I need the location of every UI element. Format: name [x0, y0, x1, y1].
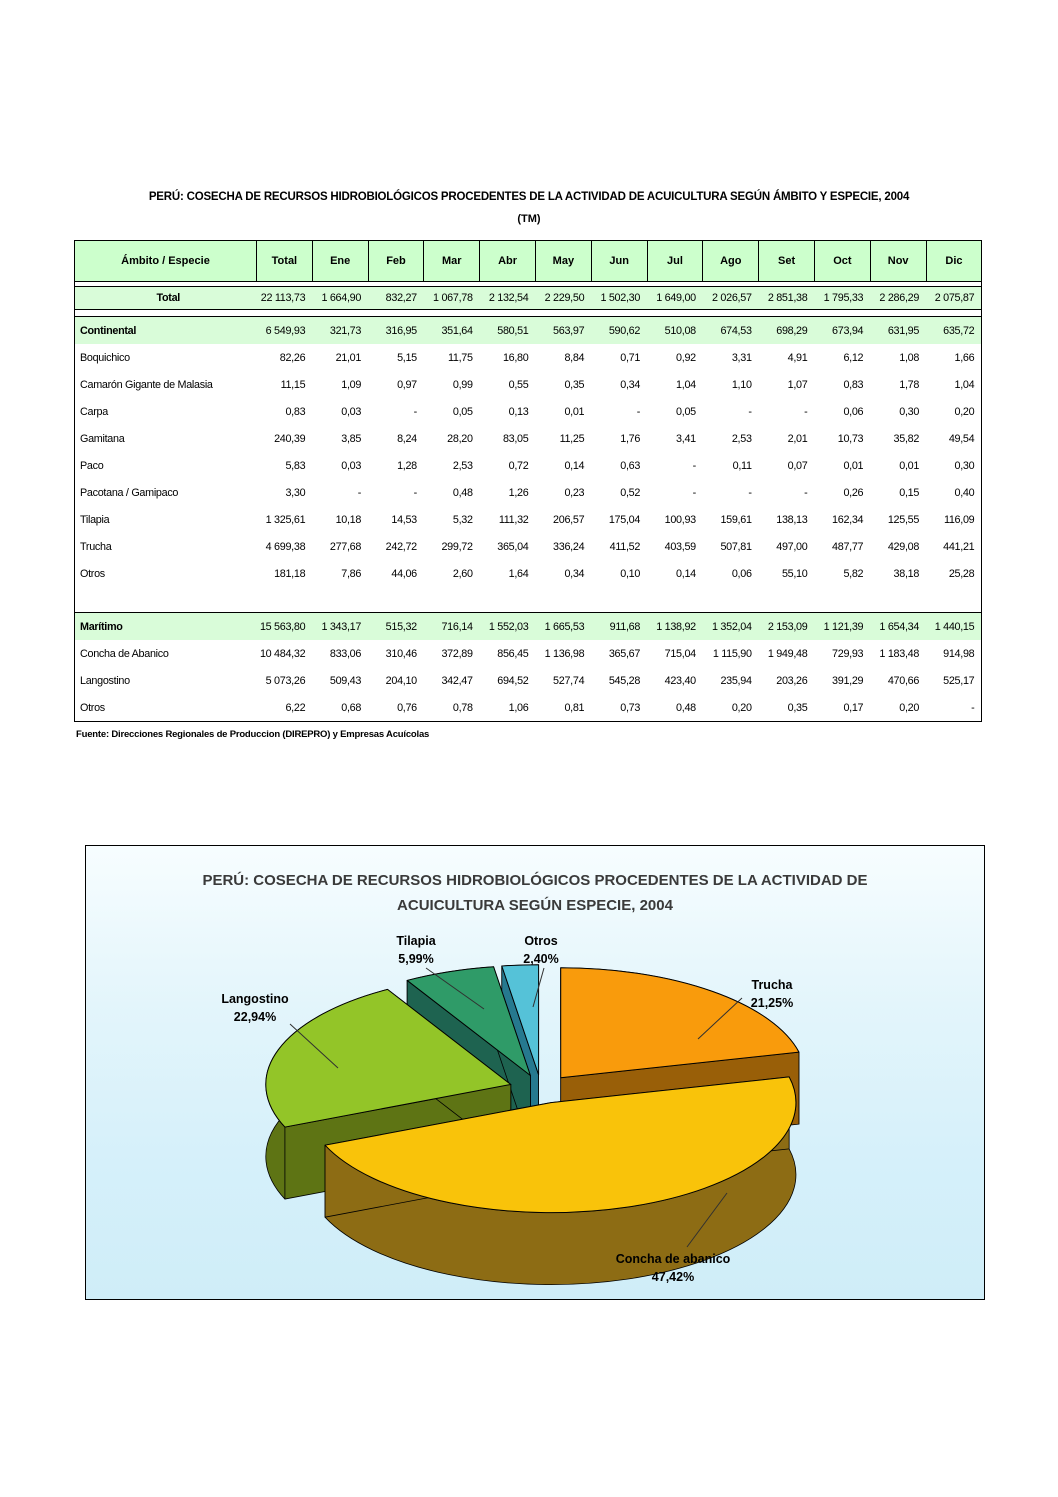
row-label: Concha de Abanico: [80, 647, 169, 660]
cell: 0,05: [452, 405, 473, 418]
cell: 10,18: [335, 513, 362, 526]
cell: 1,04: [676, 378, 696, 391]
cell: 470,66: [887, 674, 920, 687]
cell: 0,68: [341, 701, 362, 714]
cell: 5,32: [452, 513, 473, 526]
col-header-feb: Feb: [368, 241, 424, 282]
cell: 5,83: [285, 459, 306, 472]
table-row-pacotana-gamipaco: [75, 479, 982, 506]
cell: 4,91: [787, 351, 808, 364]
chart-panel: [85, 845, 985, 1300]
cell: 1 654,34: [870, 613, 926, 641]
row-label: Marítimo: [75, 613, 257, 641]
cell: 509,43: [329, 674, 362, 687]
cell: 111,32: [498, 513, 529, 526]
cell: 1,08: [899, 351, 920, 364]
cell: 2,53: [452, 459, 473, 472]
table-row-boquichico: [75, 344, 982, 371]
cell: 0,76: [397, 701, 417, 714]
cell: [591, 587, 647, 613]
cell: 44,06: [391, 567, 417, 580]
cell: 0,34: [620, 378, 641, 391]
pie-label-langostino-pct: 22,94%: [233, 1010, 277, 1024]
cell: 21,01: [335, 351, 362, 364]
cell: [257, 587, 313, 613]
cell: 3,30: [285, 486, 306, 499]
chart-title-line1: PERÚ: COSECHA DE RECURSOS HIDROBIOLÓGICOS PROCEDENTES DE LA ACTIVIDAD DE: [202, 872, 868, 889]
cell: -: [692, 486, 696, 499]
cell: 515,32: [368, 613, 424, 641]
row-label: Continental: [75, 317, 257, 345]
cell: 159,61: [720, 513, 752, 526]
cell: 1 440,15: [926, 613, 982, 641]
cell: 372,89: [441, 647, 473, 660]
cell: 0,11: [732, 459, 752, 472]
harvest-table-wrap: [74, 240, 982, 722]
cell: 1,26: [508, 486, 529, 499]
cell: 2,53: [731, 432, 752, 445]
cell: 673,94: [814, 317, 870, 345]
cell: 0,99: [452, 378, 473, 391]
pie-label-otros: [523, 932, 558, 968]
cell: 1 649,00: [647, 287, 703, 310]
cell: 1,04: [954, 378, 975, 391]
cell: 6,22: [285, 701, 306, 714]
cell: 299,72: [441, 540, 473, 553]
cell: 316,95: [368, 317, 424, 345]
cell: 0,06: [843, 405, 864, 418]
cell: 336,24: [553, 540, 585, 553]
cell: -: [748, 405, 752, 418]
cell: 411,52: [609, 540, 641, 553]
pie-label-trucha-pct: 21,25%: [750, 996, 794, 1010]
row-label: Pacotana / Gamipaco: [80, 486, 179, 499]
cell: 1 325,61: [265, 513, 306, 526]
table-row-trucha: [75, 533, 982, 560]
cell: 203,26: [776, 674, 808, 687]
col-header-ambito-especie: Ámbito / Especie: [75, 241, 257, 282]
cell: 856,45: [497, 647, 529, 660]
col-header-oct: Oct: [814, 241, 870, 282]
cell: 2 132,54: [480, 287, 536, 310]
cell: 0,14: [564, 459, 585, 472]
chart-title-line2: ACUICULTURA SEGÚN ESPECIE, 2004: [397, 897, 673, 914]
col-header-may: May: [535, 241, 591, 282]
cell: 391,29: [832, 674, 864, 687]
cell: 0,72: [508, 459, 529, 472]
cell: 2 026,57: [703, 287, 759, 310]
cell: 0,15: [899, 486, 920, 499]
cell: 0,03: [341, 459, 362, 472]
table-row-gamitana: [75, 425, 982, 452]
cell: 0,20: [731, 701, 752, 714]
cell: 423,40: [664, 674, 696, 687]
cell: 351,64: [424, 317, 480, 345]
pie-label-tilapia: [396, 932, 435, 968]
row-label: Langostino: [80, 674, 130, 687]
cell: 0,78: [452, 701, 473, 714]
cell: 38,18: [893, 567, 920, 580]
cell: 1 138,92: [647, 613, 703, 641]
cell: [312, 587, 368, 613]
col-header-ene: Ene: [312, 241, 368, 282]
row-label: Paco: [80, 459, 104, 472]
cell: 0,35: [787, 701, 808, 714]
cell: 0,83: [285, 405, 306, 418]
cell: 321,73: [312, 317, 368, 345]
pie-label-trucha: [751, 976, 793, 1012]
cell: 0,35: [564, 378, 585, 391]
cell: 5 073,26: [265, 674, 306, 687]
cell: 674,53: [703, 317, 759, 345]
cell: 0,63: [620, 459, 641, 472]
cell: 1,06: [508, 701, 529, 714]
cell: 1,09: [341, 378, 362, 391]
cell: 580,51: [480, 317, 536, 345]
cell: 206,57: [553, 513, 585, 526]
cell: 1 067,78: [424, 287, 480, 310]
table-row-otros: [75, 694, 982, 722]
cell: 138,13: [776, 513, 808, 526]
cell: 0,30: [899, 405, 920, 418]
cell: 16,80: [502, 351, 529, 364]
cell: 2 851,38: [759, 287, 815, 310]
table-row-tilapia: [75, 506, 982, 533]
cell: 22 113,73: [257, 287, 313, 310]
cell: 235,94: [720, 674, 752, 687]
cell: 3,85: [341, 432, 362, 445]
cell: 100,93: [664, 513, 696, 526]
cell: 10 484,32: [259, 647, 306, 660]
cell: 1,64: [508, 567, 529, 580]
cell: 5,82: [843, 567, 864, 580]
cell: 1,07: [787, 378, 808, 391]
col-header-total: Total: [257, 241, 313, 282]
cell: 441,21: [943, 540, 975, 553]
cell: 0,26: [843, 486, 864, 499]
cell: 342,47: [441, 674, 473, 687]
row-label: Otros: [80, 701, 105, 714]
cell: -: [692, 459, 696, 472]
cell: 3,41: [676, 432, 696, 445]
cell: 0,92: [676, 351, 696, 364]
cell: 0,20: [954, 405, 975, 418]
cell: 545,28: [608, 674, 641, 687]
cell: [647, 587, 703, 613]
cell: 635,72: [926, 317, 982, 345]
cell: [424, 587, 480, 613]
cell: 507,81: [720, 540, 752, 553]
cell: 25,28: [948, 567, 975, 580]
cell: 49,54: [948, 432, 975, 445]
cell: 2 075,87: [926, 287, 982, 310]
row-label: Carpa: [80, 405, 108, 418]
cell: 1 115,90: [712, 647, 752, 660]
cell: 497,00: [776, 540, 808, 553]
table-row-blank: [75, 587, 982, 613]
cell: 914,98: [943, 647, 975, 660]
table-row-camar-n-gigante-de-malasia: [75, 371, 982, 398]
cell: -: [413, 405, 417, 418]
cell: 1 665,53: [535, 613, 591, 641]
cell: 175,04: [608, 513, 641, 526]
cell: 1 183,48: [879, 647, 920, 660]
pie-label-otros-pct: 2,40%: [523, 952, 559, 966]
cell: 0,01: [843, 459, 864, 472]
cell: 2 286,29: [870, 287, 926, 310]
cell: -: [971, 701, 975, 714]
cell: 7,86: [341, 567, 362, 580]
cell: 2,60: [452, 567, 473, 580]
cell: 527,74: [553, 674, 585, 687]
cell: [926, 587, 982, 613]
cell: [480, 587, 536, 613]
cell: 1,76: [620, 432, 641, 445]
cell: 310,46: [385, 647, 417, 660]
cell: 0,40: [954, 486, 975, 499]
cell: -: [413, 486, 417, 499]
cell: 525,17: [943, 674, 975, 687]
cell: 0,01: [899, 459, 920, 472]
pie-label-langostino: [221, 990, 288, 1026]
cell: 2,01: [787, 432, 808, 445]
table-row-mar-timo: [75, 613, 982, 641]
cell: [535, 587, 591, 613]
cell: 1 552,03: [480, 613, 536, 641]
col-header-mar: Mar: [424, 241, 480, 282]
cell: -: [636, 405, 641, 418]
cell: 0,01: [564, 405, 585, 418]
cell: -: [804, 486, 808, 499]
cell: [368, 587, 424, 613]
cell: 1 121,39: [814, 613, 870, 641]
cell: 0,48: [452, 486, 473, 499]
cell: 11,15: [280, 378, 306, 391]
cell: 1 136,98: [544, 647, 585, 660]
col-header-abr: Abr: [480, 241, 536, 282]
cell: 5,15: [397, 351, 417, 364]
cell: 1 664,90: [312, 287, 368, 310]
row-label: [75, 587, 257, 613]
cell: [703, 587, 759, 613]
cell: 0,10: [620, 567, 641, 580]
cell: 0,30: [954, 459, 975, 472]
cell: 0,07: [787, 459, 808, 472]
pie-label-concha-pct: 47,42%: [651, 1270, 695, 1284]
cell: 83,05: [502, 432, 529, 445]
pie-label-concha-name: Concha de abanico: [615, 1252, 731, 1266]
table-row-otros: [75, 560, 982, 587]
row-label: Total: [75, 287, 257, 310]
cell: 162,34: [832, 513, 864, 526]
cell: 0,81: [564, 701, 585, 714]
cell: 11,25: [559, 432, 585, 445]
cell: 0,23: [564, 486, 585, 499]
cell: 0,17: [843, 701, 864, 714]
cell: 0,55: [508, 378, 529, 391]
cell: 729,93: [832, 647, 864, 660]
pie-label-concha: [616, 1250, 731, 1286]
row-label: Camarón Gigante de Malasia: [80, 378, 213, 391]
cell: 6,12: [843, 351, 864, 364]
cell: 694,52: [497, 674, 529, 687]
cell: 1 949,48: [767, 647, 808, 660]
cell: -: [748, 486, 752, 499]
col-header-jun: Jun: [591, 241, 647, 282]
cell: 365,04: [497, 540, 529, 553]
col-header-ago: Ago: [703, 241, 759, 282]
cell: 116,09: [943, 513, 975, 526]
cell: 698,29: [759, 317, 815, 345]
cell: 242,72: [385, 540, 417, 553]
cell: 82,26: [279, 351, 306, 364]
cell: 0,13: [508, 405, 529, 418]
cell: 1 795,33: [814, 287, 870, 310]
cell: 1 502,30: [591, 287, 647, 310]
cell: 0,03: [341, 405, 362, 418]
cell: -: [357, 486, 362, 499]
row-label: Gamitana: [80, 432, 125, 445]
col-header-jul: Jul: [647, 241, 703, 282]
cell: 487,77: [832, 540, 864, 553]
pie-label-trucha-name: Trucha: [751, 978, 793, 992]
harvest-table: [74, 240, 982, 722]
cell: 204,10: [385, 674, 417, 687]
cell: 0,05: [676, 405, 696, 418]
spacer-row: [75, 310, 982, 317]
cell: 1 352,04: [703, 613, 759, 641]
cell: 3,31: [731, 351, 752, 364]
cell: 8,24: [397, 432, 417, 445]
table-row-langostino: [75, 667, 982, 694]
cell: 429,08: [887, 540, 920, 553]
cell: 911,68: [591, 613, 647, 641]
row-label: Tilapia: [80, 513, 110, 526]
cell: 11,75: [447, 351, 473, 364]
cell: 125,55: [887, 513, 920, 526]
table-row-carpa: [75, 398, 982, 425]
table-subtitle: (TM): [517, 213, 541, 225]
source-note: Fuente: Direcciones Regionales de Produccion (DIREPRO) y Empresas Acuícolas: [76, 729, 430, 740]
cell: 0,73: [620, 701, 641, 714]
cell: 365,67: [608, 647, 641, 660]
cell: 0,20: [899, 701, 920, 714]
cell: 1 343,17: [312, 613, 368, 641]
cell: 832,27: [368, 287, 424, 310]
pie-label-langostino-name: Langostino: [221, 992, 289, 1006]
cell: 563,97: [535, 317, 591, 345]
table-row-concha-de-abanico: [75, 640, 982, 667]
cell: 181,18: [274, 567, 306, 580]
table-row-paco: [75, 452, 982, 479]
cell: 55,10: [781, 567, 808, 580]
table-title: PERÚ: COSECHA DE RECURSOS HIDROBIOLÓGICOS PROCEDENTES DE LA ACTIVIDAD DE ACUICULTURA SEGÚN ÁMBITO Y ESPECIE, 2004: [148, 191, 910, 203]
cell: 15 563,80: [257, 613, 313, 641]
cell: 8,84: [564, 351, 585, 364]
cell: -: [804, 405, 808, 418]
cell: 0,83: [843, 378, 864, 391]
col-header-set: Set: [759, 241, 815, 282]
cell: 631,95: [870, 317, 926, 345]
cell: 0,14: [676, 567, 696, 580]
cell: 1,66: [954, 351, 975, 364]
cell: [870, 587, 926, 613]
cell: 715,04: [664, 647, 696, 660]
cell: 0,71: [620, 351, 641, 364]
cell: 0,06: [731, 567, 752, 580]
cell: 240,39: [274, 432, 306, 445]
col-header-nov: Nov: [870, 241, 926, 282]
cell: 10,73: [837, 432, 864, 445]
cell: 1,28: [397, 459, 417, 472]
cell: 2 153,09: [759, 613, 815, 641]
cell: 6 549,93: [257, 317, 313, 345]
table-header-row: [75, 241, 982, 282]
table-row-continental: [75, 317, 982, 345]
cell: 28,20: [447, 432, 473, 445]
cell: 510,08: [647, 317, 703, 345]
chart-title: [86, 868, 984, 918]
cell: 0,34: [564, 567, 585, 580]
cell: 716,14: [424, 613, 480, 641]
row-label: Otros: [80, 567, 105, 580]
row-label: Trucha: [80, 540, 112, 553]
cell: [814, 587, 870, 613]
cell: 833,06: [329, 647, 362, 660]
cell: 1,78: [899, 378, 920, 391]
cell: 590,62: [591, 317, 647, 345]
cell: 0,48: [676, 701, 696, 714]
cell: [759, 587, 815, 613]
cell: 0,52: [620, 486, 641, 499]
pie-label-tilapia-pct: 5,99%: [398, 952, 434, 966]
pie-label-otros-name: Otros: [524, 934, 558, 948]
cell: 2 229,50: [535, 287, 591, 310]
col-header-dic: Dic: [926, 241, 982, 282]
cell: 4 699,38: [265, 540, 306, 553]
cell: 1,10: [731, 378, 752, 391]
cell: 403,59: [664, 540, 696, 553]
cell: 35,82: [893, 432, 920, 445]
cell: 0,97: [397, 378, 417, 391]
cell: 277,68: [329, 540, 362, 553]
row-label: Boquichico: [80, 351, 130, 364]
table-row-total: [75, 287, 982, 310]
cell: 14,53: [391, 513, 417, 526]
pie-label-tilapia-name: Tilapia: [396, 934, 436, 948]
